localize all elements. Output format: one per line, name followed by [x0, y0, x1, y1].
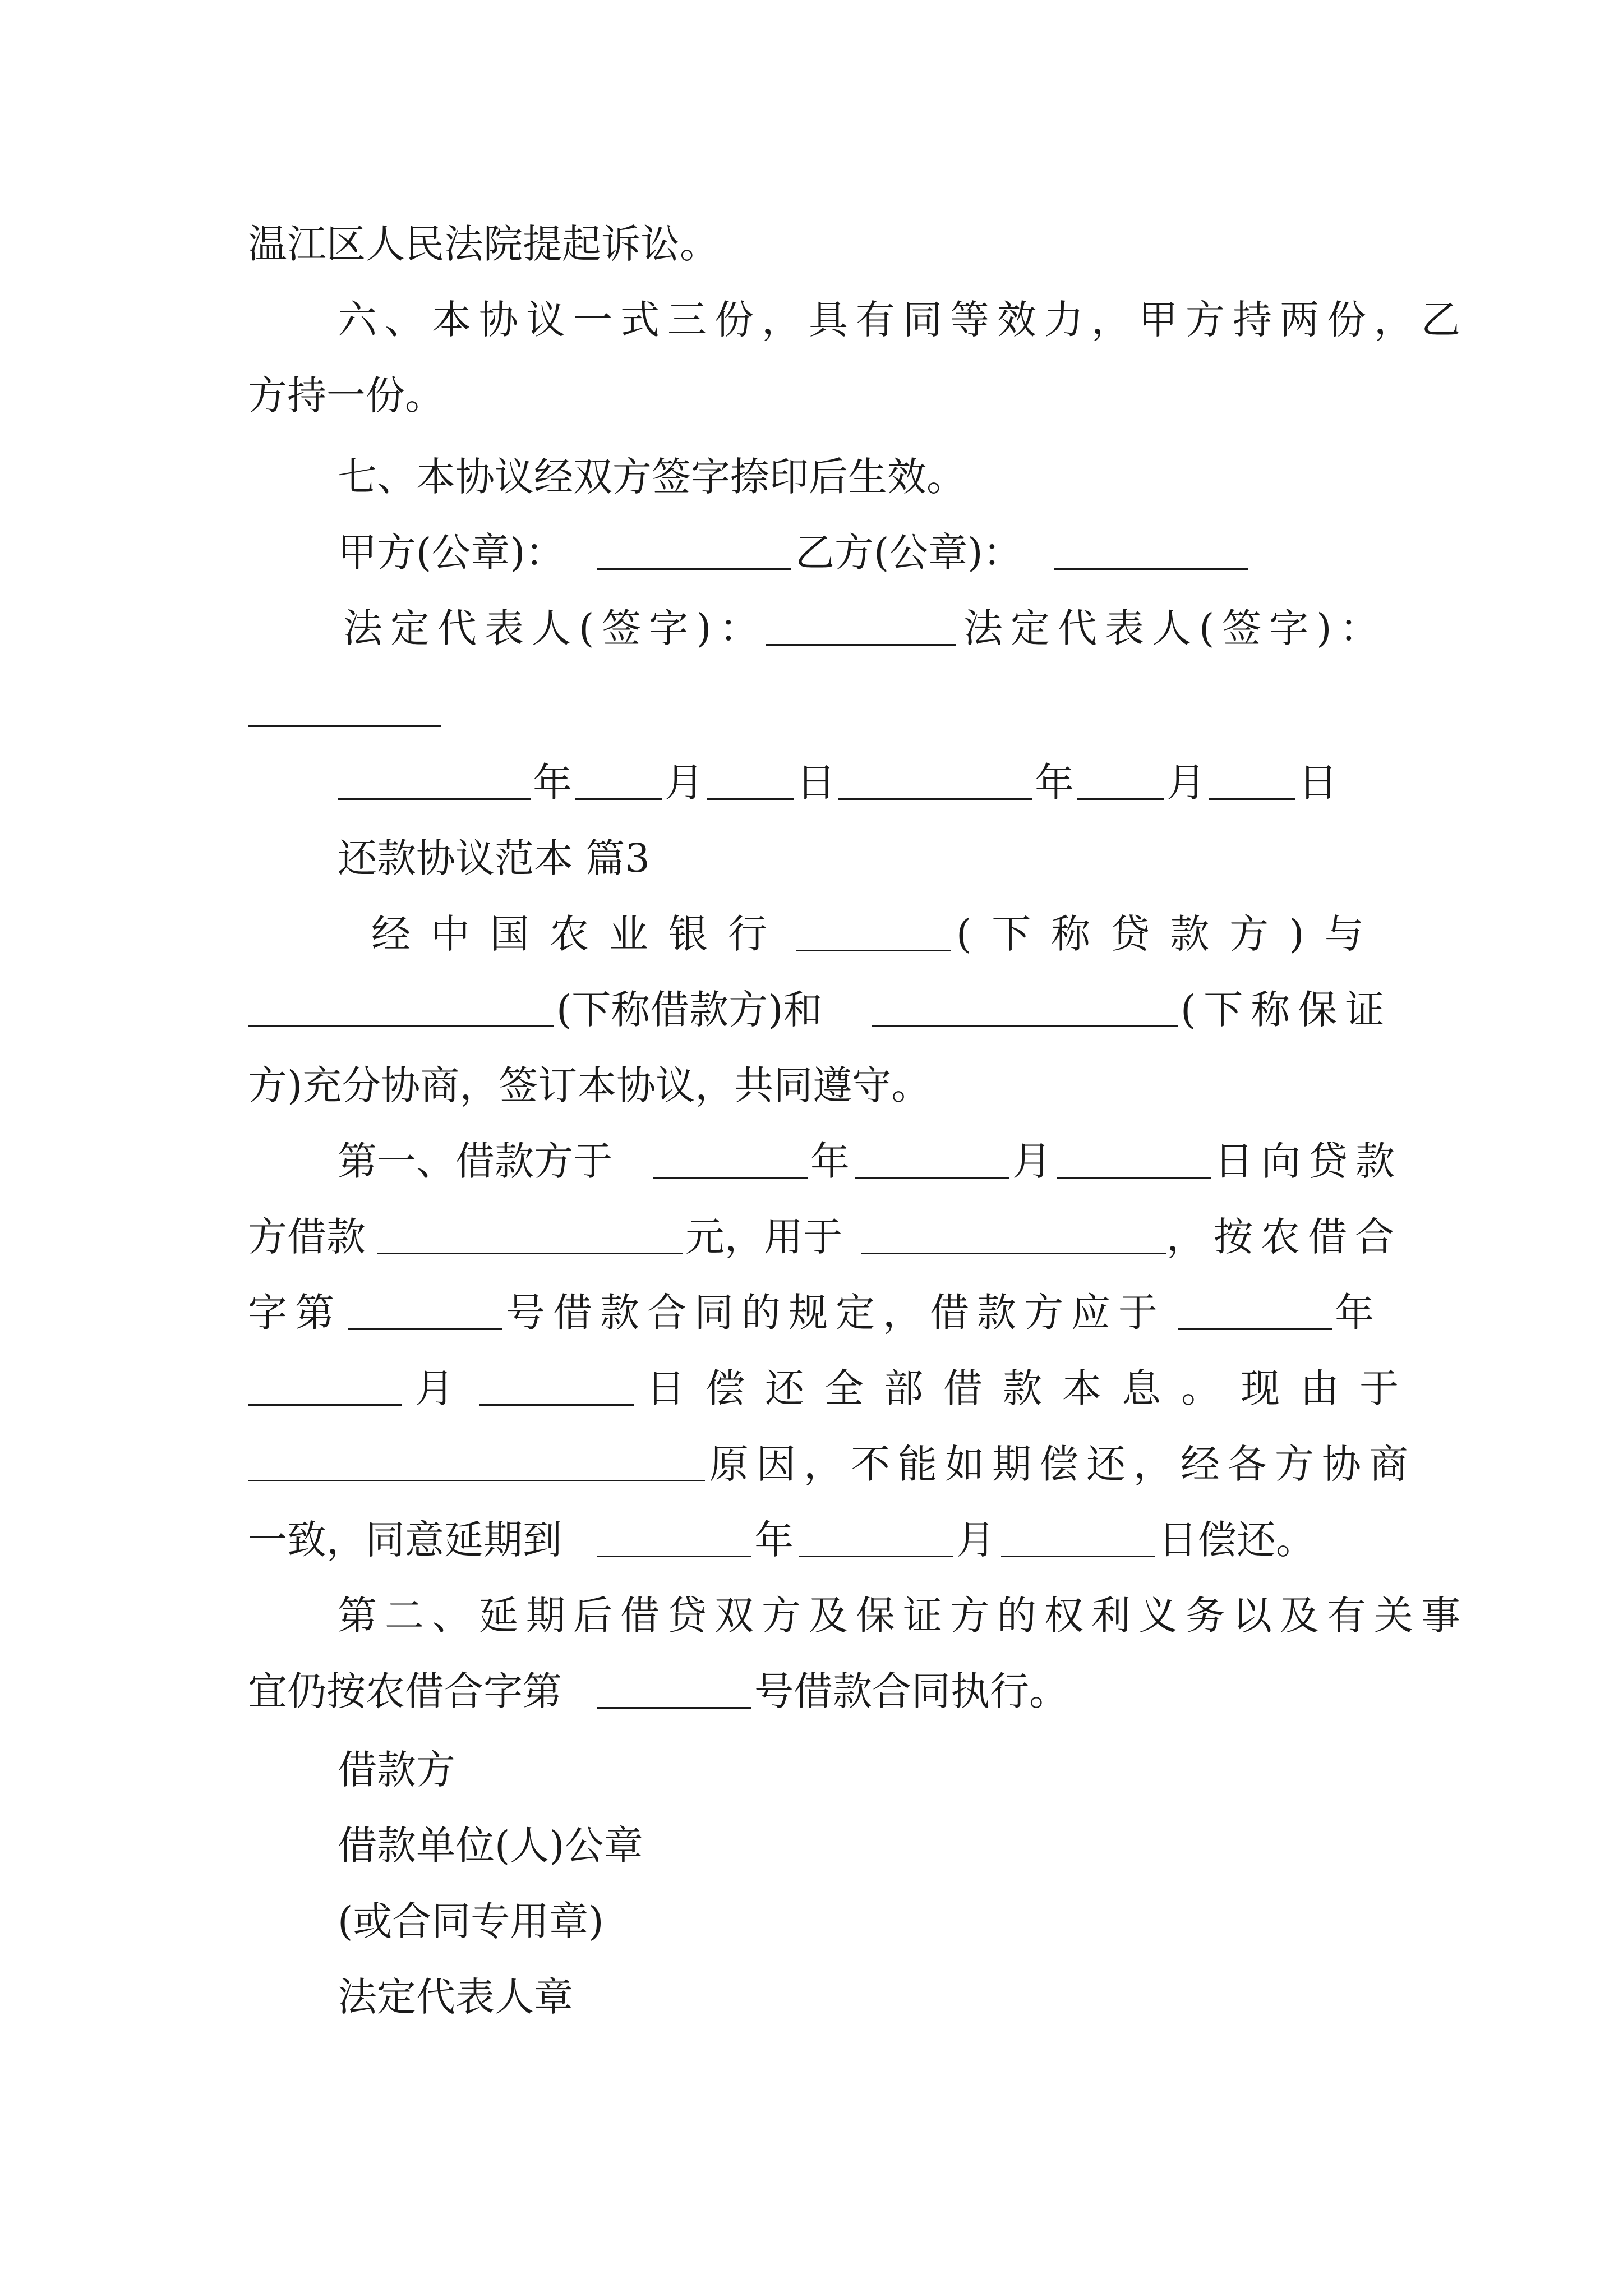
paragraph-line: [0, 1057, 1623, 1114]
blank-field[interactable]: [653, 1133, 808, 1179]
borrower-seal-label: 借款单位(人)公章: [338, 1823, 643, 1869]
text: (下称保证: [1181, 987, 1393, 1033]
blank-field[interactable]: [248, 682, 441, 727]
month-label: 月: [1166, 760, 1206, 806]
blank-field[interactable]: [338, 754, 531, 800]
date-line: [0, 754, 1623, 811]
blank-field[interactable]: [872, 982, 1178, 1027]
text: (下称借款方)和: [556, 987, 823, 1033]
contract-seal-label: (或合同专用章): [338, 1898, 604, 1944]
day-label: 日: [1298, 760, 1338, 806]
blank-field[interactable]: [855, 1133, 1009, 1179]
text: 号借款合同执行。: [754, 1668, 1068, 1714]
blank-field[interactable]: [1057, 1133, 1211, 1179]
paragraph-line: [0, 292, 1623, 348]
day-label: 日: [796, 760, 836, 806]
text: 字第: [248, 1290, 342, 1336]
text: (下称贷款方)与: [956, 911, 1384, 957]
party-b-seal-label: 乙方(公章)：: [795, 530, 1022, 576]
borrower-label: 借款方: [338, 1747, 455, 1793]
year-label: 年: [754, 1517, 794, 1563]
text: 经中国农业银行: [371, 911, 787, 957]
blank-line: [0, 682, 1623, 738]
blank-field[interactable]: [248, 982, 554, 1027]
text: 第二、延期后借贷双方及保证方的权利义务以及有关事: [338, 1593, 1468, 1639]
blank-field[interactable]: [1209, 754, 1295, 800]
signature-block-line: [0, 1969, 1623, 2025]
blank-field[interactable]: [1054, 524, 1248, 570]
blank-field[interactable]: [248, 1436, 705, 1481]
paragraph-line: [0, 1133, 1623, 1189]
representative-seal-label: 法定代表人章: [338, 1974, 573, 2020]
text: 第一、借款方于: [338, 1138, 612, 1184]
blank-field[interactable]: [861, 1209, 1166, 1254]
paragraph-line: [0, 1588, 1623, 1644]
party-a-representative-label: 法定代表人(签字)：: [343, 605, 767, 651]
blank-field[interactable]: [479, 1360, 634, 1406]
paragraph-line: [0, 1663, 1623, 1719]
blank-field[interactable]: [597, 1663, 751, 1709]
signature-line: [0, 600, 1623, 656]
year-label: 年: [533, 760, 572, 806]
month-label: 月: [665, 760, 704, 806]
blank-field[interactable]: [799, 1512, 953, 1557]
signature-line: [0, 524, 1623, 581]
text: 宜仍按农借合字第: [248, 1668, 562, 1714]
paragraph-line: [0, 367, 1623, 424]
signature-block-line: [0, 1818, 1623, 1874]
year-label: 年: [810, 1138, 850, 1184]
text: 方持一份。: [248, 372, 444, 418]
text: 号借款合同的规定，借款方应于: [506, 1290, 1165, 1336]
text: ，按农借合: [1166, 1214, 1402, 1260]
blank-field[interactable]: [1001, 1512, 1155, 1557]
party-a-seal-label: 甲方(公章)：: [338, 530, 565, 576]
text: 元，用于: [685, 1214, 842, 1260]
blank-field[interactable]: [1077, 754, 1164, 800]
blank-field[interactable]: [1178, 1285, 1332, 1330]
text: 日偿还全部借款本息。现由于: [646, 1365, 1419, 1411]
paragraph-line: [0, 1512, 1623, 1568]
paragraph-line: [0, 1436, 1623, 1492]
paragraph-line: [0, 449, 1623, 505]
year-label: 年: [1335, 1290, 1374, 1336]
text: 六、本协议一式三份，具有同等效力，甲方持两份，乙: [338, 297, 1468, 343]
month-label: 月: [1012, 1138, 1052, 1184]
blank-field[interactable]: [248, 1360, 402, 1406]
paragraph-line: [0, 216, 1623, 272]
text: 一致，同意延期到: [248, 1517, 562, 1563]
text: 日向贷款: [1214, 1138, 1403, 1184]
blank-field[interactable]: [707, 754, 794, 800]
month-label: 月: [415, 1365, 454, 1411]
blank-field[interactable]: [377, 1209, 683, 1254]
paragraph-line: [0, 1209, 1623, 1265]
blank-field[interactable]: [597, 1512, 751, 1557]
text: 日偿还。: [1158, 1517, 1315, 1563]
party-b-representative-label: 法定代表人(签字)：: [963, 605, 1387, 651]
blank-field[interactable]: [348, 1285, 502, 1330]
heading-text: 还款协议范本 篇3: [338, 835, 650, 881]
signature-block-line: [0, 1893, 1623, 1949]
text: 方借款: [248, 1214, 366, 1260]
text: 方)充分协商，签订本协议，共同遵守。: [248, 1062, 931, 1108]
blank-field[interactable]: [766, 600, 956, 646]
paragraph-line: [0, 1285, 1623, 1341]
blank-field[interactable]: [597, 524, 791, 570]
signature-block-line: [0, 1742, 1623, 1798]
year-label: 年: [1035, 760, 1074, 806]
blank-field[interactable]: [575, 754, 662, 800]
paragraph-line: [0, 1360, 1623, 1416]
text: 温江区人民法院提起诉讼。: [248, 221, 719, 267]
paragraph-line: [0, 906, 1623, 962]
paragraph-line: [0, 982, 1623, 1038]
blank-field[interactable]: [838, 754, 1032, 800]
month-label: 月: [956, 1517, 995, 1563]
text: 七、本协议经双方签字捺印后生效。: [338, 454, 966, 500]
text: 原因，不能如期偿还，经各方协商: [709, 1441, 1416, 1487]
section-heading: [0, 830, 1623, 886]
blank-field[interactable]: [796, 906, 951, 951]
